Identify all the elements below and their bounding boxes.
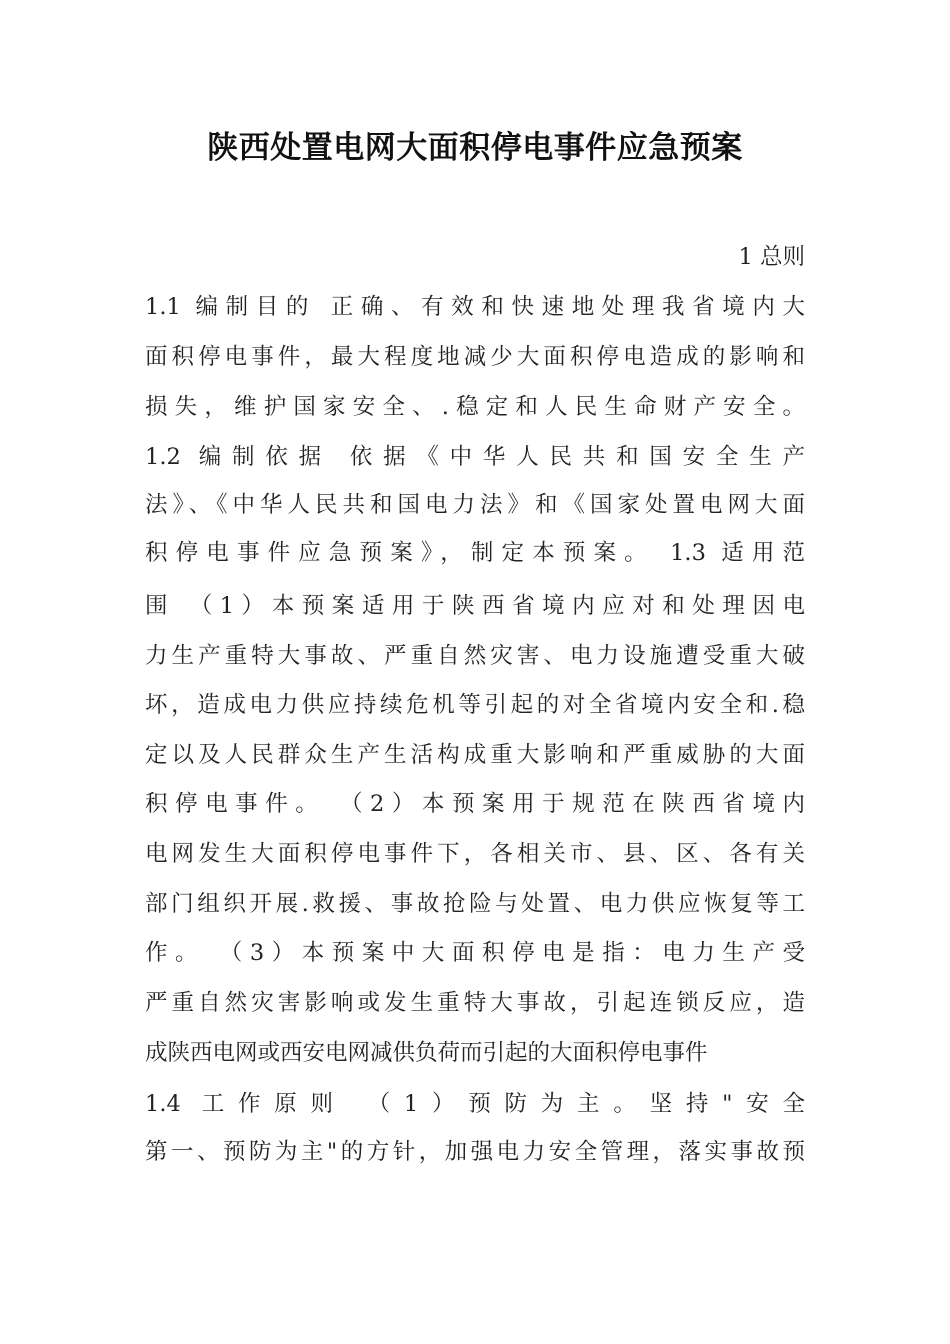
paragraph-line: 围 （1）本预案适用于陕西省境内应对和处理因电: [145, 593, 805, 619]
paragraph-line: 力生产重特大事故、严重自然灾害、电力设施遭受重大破: [145, 643, 805, 669]
paragraph-line: 法》、《中华人民共和国电力法》和《国家处置电网大面: [145, 492, 805, 518]
paragraph-line: 第一、预防为主"的方针，加强电力安全管理，落实事故预: [145, 1139, 805, 1165]
paragraph-line: 积停电事件应急预案》，制定本预案。 1.3 适用范: [145, 540, 805, 566]
paragraph-line: 部门组织开展.救援、事故抢险与处置、电力供应恢复等工: [145, 891, 805, 917]
paragraph-line: 电网发生大面积停电事件下，各相关市、县、区、各有关: [145, 841, 805, 867]
paragraph-line: 严重自然灾害影响或发生重特大事故，引起连锁反应，造: [145, 990, 805, 1016]
paragraph-line: 1.4 工作原则 （1）预防为主。坚持"安全: [145, 1091, 805, 1117]
paragraph-line: 1.1 编制目的 正确、有效和快速地处理我省境内大: [145, 294, 805, 320]
section-heading-general: 1 总则: [738, 244, 805, 270]
paragraph-line: 损失，维护国家安全、.稳定和人民生命财产安全。: [145, 394, 805, 420]
paragraph-line: 积停电事件。 （2）本预案用于规范在陕西省境内: [145, 791, 805, 817]
document-title: 陕西处置电网大面积停电事件应急预案: [207, 130, 743, 166]
paragraph-line: 1.2 编制依据 依据《中华人民共和国安全生产: [145, 444, 805, 470]
paragraph-line: 作。 （3）本预案中大面积停电是指：电力生产受: [145, 940, 805, 966]
paragraph-line: 坏，造成电力供应持续危机等引起的对全省境内安全和.稳: [145, 692, 805, 718]
paragraph-line: 定以及人民群众生产生活构成重大影响和严重威胁的大面: [145, 742, 805, 768]
paragraph-line: 面积停电事件，最大程度地减少大面积停电造成的影响和: [145, 344, 805, 370]
paragraph-line: 成陕西电网或西安电网减供负荷而引起的大面积停电事件: [145, 1040, 708, 1066]
